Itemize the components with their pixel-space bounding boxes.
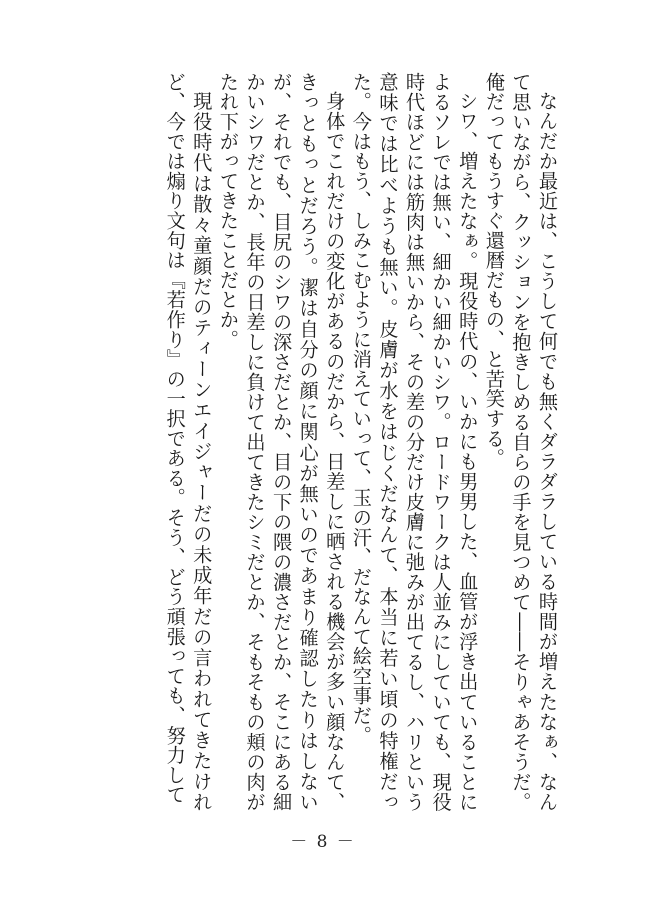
- vertical-text-block: [80, 72, 560, 812]
- paragraph-2: シワ、増えたなぁ。現役時代の、いかにも男男した、血管が浮き出ていることによるソレでは無い、細かい細かいシワ。ロードワークは人並みにしていても、現役時代ほどには筋肉は無いから、その差の分だけ皮膚に弛みが出てるし、ハリという意味では比べようも無い。皮膚が水をはじくだなんて、本当に若い頃の特権だった。今はもう、しみこむように消えていって、玉の汗、だなんて絵空事だ。: [349, 72, 480, 812]
- page-number: － 8 －: [290, 832, 356, 852]
- paragraph-1: なんだか最近は、こうして何でも無くダラダラしている時間が増えたなぁ、なんて思いながら、クッションを抱きしめる自らの手を見つめて――そりゃあそうだ。俺だってもうすぐ還暦だもの、と苦笑する。: [482, 72, 559, 812]
- paragraph-3: 身体でこれだけの変化があるのだから、日差しに晒される機会が多い顔なんて、きっともっとだろう。潔は自分の顔に関心が無いのであまり確認したりはしないが、それでも、目尻のシワの深さだとか、目の下の隈の濃さだとか、そこにある細かいシワだとか、長年の日差しに負けて出てきたシミだとか、そもそもの頬の肉がたれ下がってきたことだとか。: [216, 72, 347, 812]
- paragraph-4: 現役時代は散々童顔だのティーンエイジャーだの未成年だの言われてきたけれど、今では煽り文句は『若作り』の一択である。そう、どう頑張っても、努力して: [163, 72, 214, 812]
